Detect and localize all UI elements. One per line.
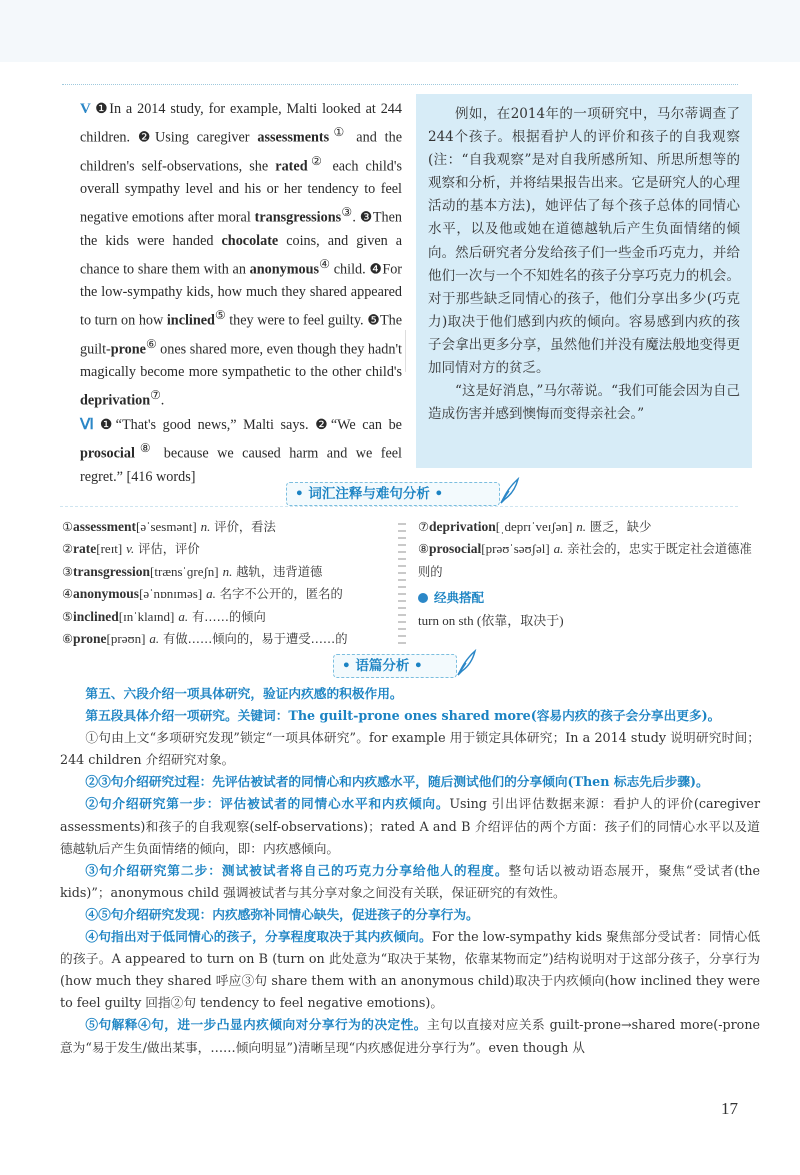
vocab-word: inclined [166, 312, 215, 329]
analysis-sentence-1: ①句由上文“多项研究发现”锁定“一项具体研究”。for example 用于锁定具体研究；In a 2014 study 说明研究时间；244 children 介绍研究对象。 [60, 730, 760, 768]
analysis-text [60, 683, 760, 1059]
vocab-word: prone [110, 341, 146, 358]
paragraph-5: V ❶In a 2014 study, for example, Malti looked at 244 children. ❷Using caregiver assessments① and the children's self-observations, she rated② each child's overall sympathy level and his or her tendency to feel negative emotions after moral transgressions③. ❸Then the kids were handed chocolate coins, and given a chance to share them with an anonymous④ child. ❹For the low-sympathy kids, how much they shared appeared to turn on how inclined⑤ they were to feel guilty. ❺The guilt-prone⑥ ones shared more, even though they hadn't magically become more sympathetic to the other child's deprivation⑦. [80, 98, 402, 413]
vocab-word: transgressions [254, 209, 342, 226]
top-dotted-rule [62, 84, 738, 85]
vocab-entry: ②rate[reɪt] v. 评估，评价 [62, 541, 200, 557]
vocab-section-banner [286, 482, 500, 506]
vocab-word: prosocial [80, 445, 135, 462]
chain-divider [398, 520, 406, 644]
vocab-word: anonymous [249, 261, 320, 278]
bullet-dot-icon [418, 593, 428, 603]
analysis-summary: 第五、六段介绍一项具体研究，验证内疚感的积极作用。 [85, 686, 403, 701]
column-divider [405, 330, 406, 372]
vocab-entry: ⑧prosocial[prəʊˈsəʊʃəl] a. 亲社会的，忠实于既定社会道德准则的 [418, 541, 752, 579]
analysis-sentences-4-5: ④⑤句介绍研究发现：内疚感弥补同情心缺失，促进孩子的分享行为。 [85, 906, 479, 922]
analysis-sentence-2: ②句介绍研究第一步：评估被试者的同情心水平和内疚倾向。Using 引出评估数据来源：看护人的评价(caregiver assessments)和孩子的自我观察(self-observations)；rated A and B 介绍评估的两个方面：孩子们的同情心水平以及道德越轨后产生负面情绪的倾向，即：内疚感倾向。 [60, 796, 761, 856]
analysis-sentences-2-3: ②③句介绍研究过程：先评估被试者的同情心和内疚感水平，随后测试他们的分享倾向(Then 标志先后步骤)。 [85, 774, 709, 790]
translation-paragraph-6: “这是好消息，”马尔蒂说。“我们可能会因为自己造成伤害并感到懊悔而变得亲社会。” [428, 383, 740, 423]
vocab-word: assessments [257, 129, 330, 146]
paragraph-tag-6: Ⅵ [80, 417, 94, 434]
chinese-translation-box [416, 94, 752, 468]
vocab-entry: ⑦deprivation[ˌdeprɪˈveɪʃən] n. 匮乏，缺少 [418, 519, 652, 534]
vocab-section-title: • 词汇注释与难句分析 • [295, 486, 444, 502]
analysis-section-title: • 语篇分析 • [342, 658, 423, 674]
english-passage [80, 98, 402, 488]
collocation-entry: turn on sth (依靠，取决于) [418, 612, 564, 628]
vocab-divider-line [60, 506, 738, 507]
vocab-word: rated [275, 158, 308, 175]
collocation-heading: 经典搭配 [418, 587, 758, 609]
analysis-para5-key: 第五段具体介绍一项研究。关键词：The guilt-prone ones shared more(容易内疚的孩子会分享出更多)。 [85, 708, 721, 724]
analysis-sentence-3: ③句介绍研究第二步：测试被试者将自己的巧克力分享给他人的程度。整句话以被动语态展开，聚焦“受试者(the kids)”；anonymous child 强调被试者与其分享对象之间没有关联，保证研究的有效性。 [60, 862, 761, 900]
vocab-entry: ③transgression[trænsˈɡreʃn] n. 越轨，违背道德 [62, 563, 323, 579]
page-number: 17 [721, 1099, 738, 1118]
paragraph-tag-5: V [80, 101, 91, 117]
analysis-section-banner [333, 654, 457, 678]
quill-icon [454, 649, 478, 677]
paragraph-6: Ⅵ ❶“That's good news,” Malti says. ❷“We can be prosocial⑧ because we caused harm and we feel regret.” [416 words] [80, 414, 402, 488]
analysis-sentence-5: ⑤句解释④句，进一步凸显内疚倾向对分享行为的决定性。主句以直接对应关系 guilt-prone→shared more(-prone 意为“易于发生/做出某事，……倾向明显”)清晰呈现“内疚感促进分享行为”。even though 从 [60, 1017, 761, 1055]
vocab-entry: ①assessment[əˈsesmənt] n. 评价，看法 [62, 519, 276, 534]
quill-icon [497, 477, 521, 505]
vocab-list-right [418, 516, 758, 632]
analysis-sentence-4: ④句指出对于低同情心的孩子，分享程度取决于其内疚倾向。For the low-sympathy kids 聚焦部分受试者：同情心低的孩子。A appeared to turn on B (turn on 此处意为“取决于某物，依靠某物而定”)结构说明对于这部分孩子，分享行为(how much they shared 呼应③句 share them with an anonymous child)取决于内疚倾向(how inclined they were to feel guilty 回指②句 tendency to feel negative emotions)。 [60, 929, 761, 1011]
vocab-entry: ④anonymous[əˈnɒnɪməs] a. 名字不公开的，匿名的 [62, 586, 343, 602]
vocab-entry: ⑤inclined[ɪnˈklaɪnd] a. 有……的倾向 [62, 608, 266, 624]
vocab-word: deprivation [80, 393, 151, 410]
vocab-list-left [62, 516, 392, 650]
translation-paragraph-5: 例如，在2014年的一项研究中，马尔蒂调查了244个孩子。根据看护人的评价和孩子的自我观察(注：“自我观察”是对自我所感所知、所思所想等的观察和分析，并将结果报告出来。它是研究人的心理活动的基本方法)，她评估了每个孩子总体的同情心水平，以及他或她在道德越轨后产生负面情绪的倾向。然后研究者分发给孩子们一些金币巧克力，并给他们一次与一个不知姓名的孩子分享巧克力的机会。对于那些缺乏同情心的孩子，他们分享出多少(巧克力)取决于他们感到内疚的倾向。容易感到内疚的孩子会拿出更多分享，虽然他们并没有魔法般地变得更加同情对方的贫乏。 [428, 106, 740, 377]
top-margin-band [0, 0, 800, 62]
word-count: [416 words] [126, 468, 196, 485]
vocab-entry: ⑥prone[prəʊn] a. 有做……倾向的，易于遭受……的 [62, 631, 348, 647]
vocab-word: chocolate [221, 232, 279, 249]
